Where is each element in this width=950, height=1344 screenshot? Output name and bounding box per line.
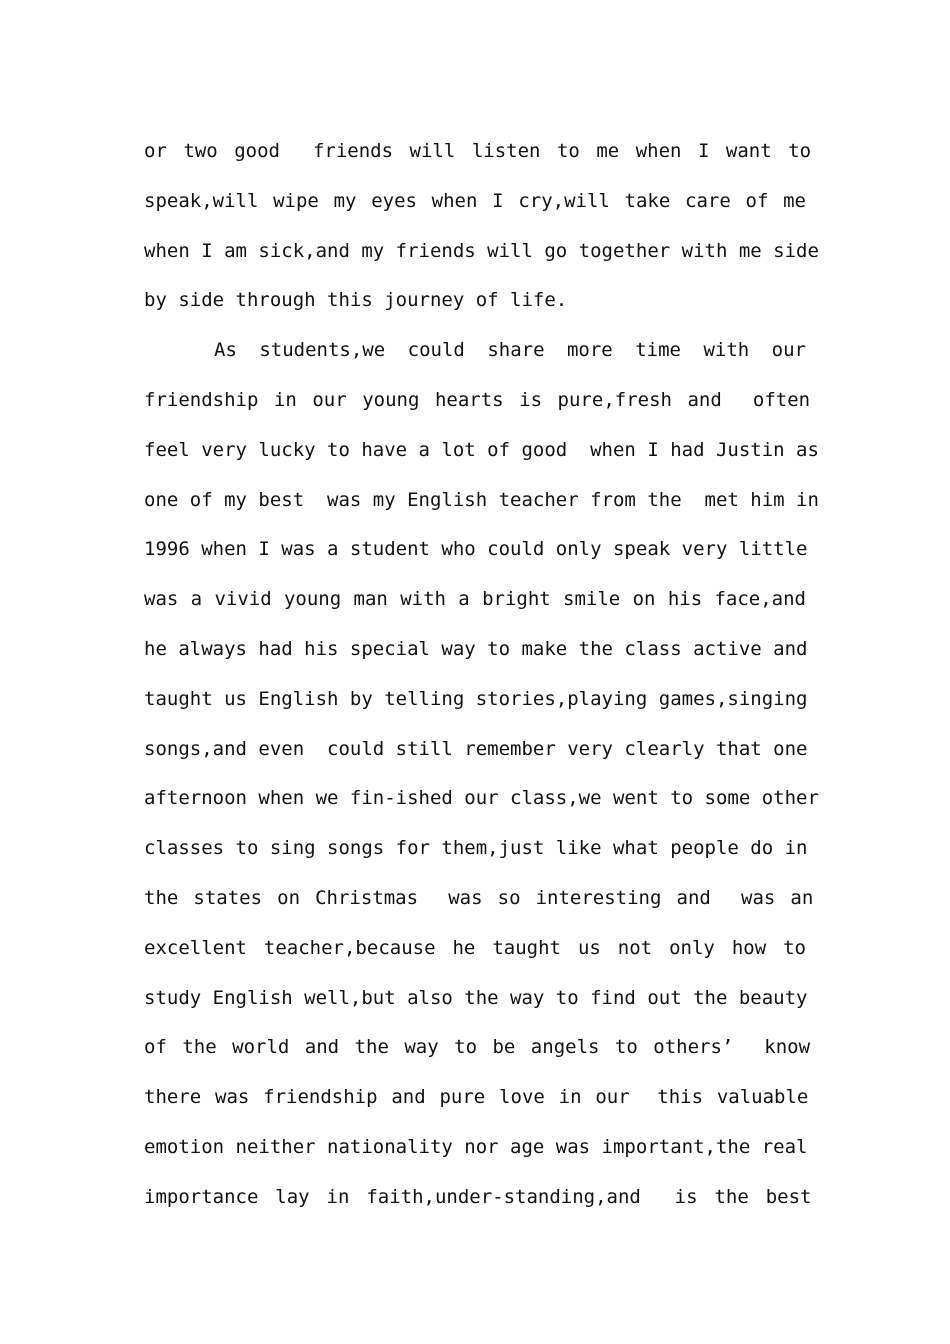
text-line: there was friendship and pure love in our this valuable [144,1086,809,1109]
text-line: importance lay in faith,under-standing,and is the best [144,1185,812,1208]
text-line: he always had his special way to make the class active and [144,637,808,660]
text-line: by side through this journey of life. [144,289,568,312]
text-line: when I am sick,and my friends will go together with me side [144,239,819,262]
text-line: 1996 when I was a student who could only speak very little [144,538,808,561]
text-line: classes to sing songs for them,just like what people do in [144,837,808,860]
text-line: excellent teacher,because he taught us not only how to [144,936,806,959]
text-line: the states on Christmas was so interesting and was an [144,886,814,909]
text-line: songs,and even could still remember very clearly that one [144,737,808,760]
text-line: feel very lucky to have a lot of good when I had Justin as [144,438,819,461]
text-line: of the world and the way to be angels to others’ know [144,1036,811,1059]
body-text [144,127,819,1223]
text-line: emotion neither nationality nor age was important,the real [144,1135,808,1158]
text-line: one of my best was my English teacher from the met him in [144,488,819,511]
text-line: friendship in our young hearts is pure,fresh and often [144,388,811,411]
text-line: afternoon when we fin-ished our class,we went to some other [144,787,819,810]
text-line: taught us English by telling stories,playing games,singing [144,687,808,710]
text-line: was a vivid young man with a bright smile on his face,and [144,588,806,611]
text-line: speak,will wipe my eyes when I cry,will take care of me [144,189,806,212]
text-line: study English well,but also the way to find out the beauty [144,986,808,1009]
text-line: or two good friends will listen to me when I want to [144,140,812,162]
paragraph-first-line: As students,we could share more time with our [214,339,806,362]
